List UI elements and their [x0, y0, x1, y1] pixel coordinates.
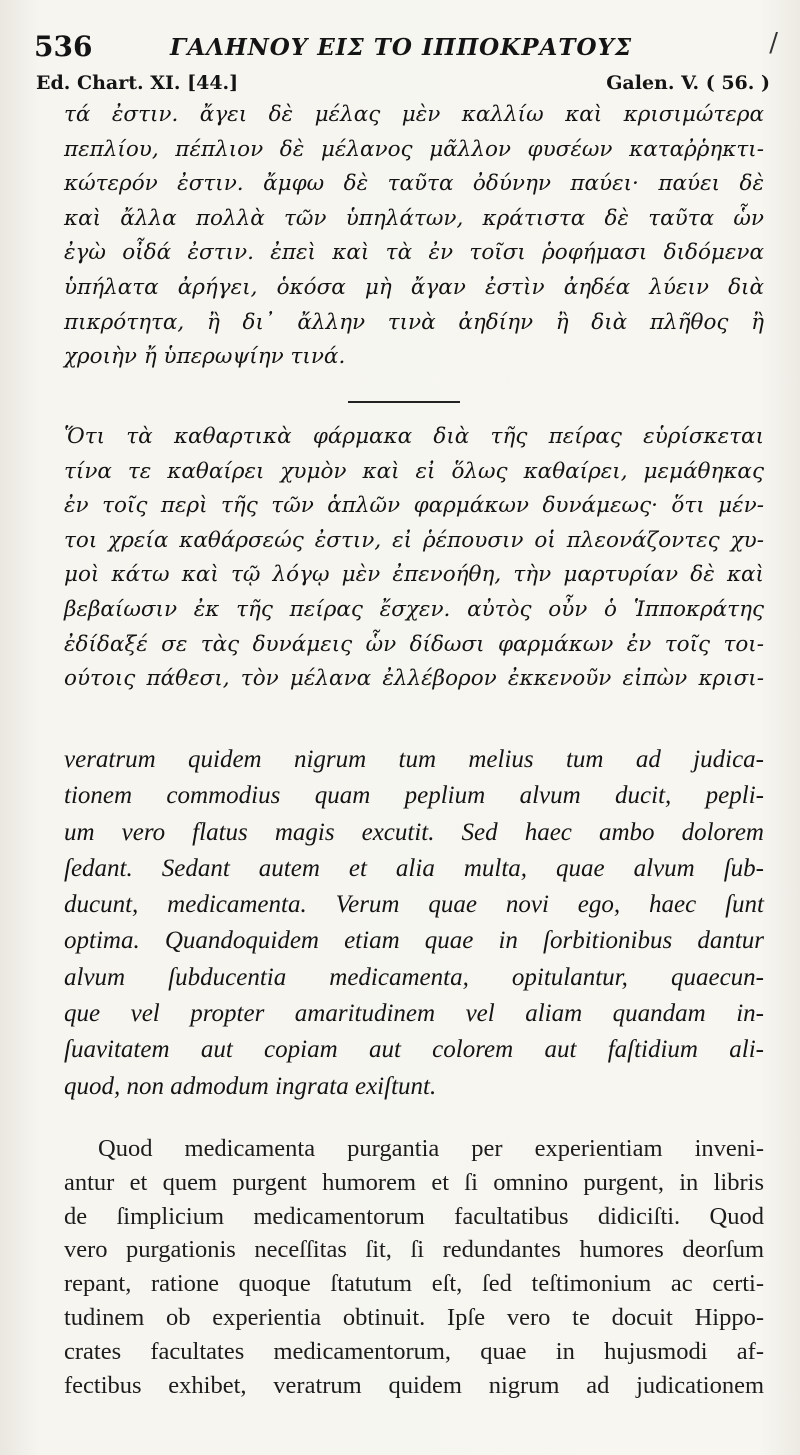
edition-line — [30, 72, 770, 98]
text-line: ἐν τοῖς περὶ τῆς τῶν ἁπλῶν φαρμάκων δυνάμεως· ὅτι μέν- — [64, 493, 764, 519]
text-line: alvum ſubducentia medicamenta, opitulantur, quaecun- — [64, 963, 764, 991]
text-line: κώτερόν ἐστιν. ἄμφω δὲ ταῦτα ὀδύνην παύει· παύει δὲ — [64, 171, 764, 197]
text-line: Ὅτι τὰ καθαρτικὰ φάρμακα διὰ τῆς πείρας εὑρίσκεται — [64, 424, 764, 449]
text-line: βεβαίωσιν ἐκ τῆς πείρας ἔσχεν. αὐτὸς οὖν ὁ Ἱπποκράτης — [64, 596, 764, 622]
edition-reference-galen: Galen. V. ( 56. ) — [606, 72, 770, 94]
page-number: 536 — [34, 30, 93, 63]
text-line: Quod medicamenta purgantia per experientiam inveni- — [98, 1135, 764, 1162]
section-divider — [348, 401, 460, 403]
text-line: ὑπήλατα ἀρήγει, ὁκόσα μὴ ἄγαν ἐστὶν ἀηδέα λύειν διὰ — [64, 274, 764, 300]
edition-reference-chartier: Ed. Chart. XI. [44.] — [36, 72, 239, 94]
edge-mark: / — [769, 28, 778, 58]
text-line: τά ἐστιν. ἄγει δὲ μέλας μὲν καλλίω καὶ κρισιμώτερα — [64, 102, 764, 127]
text-line: μοὶ κάτω καὶ τῷ λόγῳ μὲν ἐπενοήθη, τὴν μαρτυρίαν δὲ καὶ — [64, 562, 764, 588]
text-line: τίνα τε καθαίρει χυμὸν καὶ εἰ ὅλως καθαίρει, μεμάθηκας — [64, 458, 764, 484]
text-line: tionem commodius quam peplium alvum ducit, pepli- — [64, 782, 764, 810]
text-line: ἐγὼ οἶδά ἐστιν. ἐπεὶ καὶ τὰ ἐν τοῖσι ῥοφήμασι διδόμενα — [64, 240, 764, 266]
text-line: καὶ ἄλλα πολλὰ τῶν ὑπηλάτων, κράτιστα δὲ ταῦτα ὧν — [64, 205, 764, 231]
text-line: ἐδίδαξέ σε τὰς δυνάμεις ὧν δίδωσι φαρμάκων ἐν τοῖς τοι- — [64, 631, 764, 657]
text-line: quod, non admodum ingrata exiſtunt. — [64, 1072, 437, 1100]
latin-translation-1 — [64, 742, 764, 1105]
text-line: vero purgationis neceſſitas ſit, ſi redundantes humores deorſum — [64, 1236, 764, 1264]
text-line: veratrum quidem nigrum tum melius tum ad judica- — [64, 746, 764, 773]
text-line: πικρότητα, ἢ δι᾽ ἄλλην τινὰ ἀηδίην ἢ διὰ πλῆθος ἢ — [64, 309, 764, 335]
latin-paragraph-2 — [64, 1132, 764, 1402]
text-line: crates facultates medicamentorum, quae in hujusmodi af- — [64, 1337, 764, 1365]
text-line: um vero flatus magis excutit. Sed haec ambo dolorem — [64, 818, 764, 846]
text-line: repant, ratione quoque ſtatutum eſt, ſed teſtimonium ac certi- — [64, 1270, 764, 1298]
text-line: fectibus exhibet, veratrum quidem nigrum ad judicationem — [64, 1371, 764, 1399]
text-line: τοι χρεία καθάρσεώς ἐστιν, εἰ ῥέπουσιν οἱ πλεονάζοντες χυ- — [64, 527, 764, 553]
text-line: antur et quem purgent humorem et ſi omnino purgent, in libris — [64, 1168, 764, 1196]
text-line: optima. Quandoquidem etiam quae in ſorbitionibus dantur — [64, 927, 764, 955]
text-line: χροιὴν ἤ ὑπερωψίην τινά. — [64, 344, 346, 370]
text-line: ſedant. Sedant autem et alia multa, quae alvum ſub- — [64, 854, 764, 882]
text-line: ducunt, medicamenta. Verum quae novi ego, haec ſunt — [64, 891, 764, 919]
text-line: ſuavitatem aut copiam aut colorem aut faſtidium ali- — [64, 1036, 764, 1064]
greek-paragraph-1 — [64, 98, 764, 375]
text-line: tudinem ob experientia obtinuit. Ipſe vero te docuit Hippo- — [64, 1303, 764, 1331]
text-line: ούτοις πάθεσι, τὸν μέλανα ἐλλέβορον ἐκκενοῦν εἰπὼν κρισι- — [64, 666, 764, 692]
running-title: ΓΑΛΗΝΟΥ ΕΙΣ ΤΟ ΙΠΠΟΚΡΑΤΟΥΣ — [170, 34, 633, 61]
page-header — [30, 26, 778, 66]
text-line: πεπλίου, πέπλιον δὲ μέλανος μᾶλλον φυσέων καταῤῥηκτι- — [64, 136, 764, 162]
text-line: que vel propter amaritudinem vel aliam quandam in- — [64, 1000, 764, 1028]
greek-paragraph-2 — [64, 420, 764, 697]
text-line: de ſimplicium medicamentorum facultatibus didiciſti. Quod — [64, 1202, 764, 1230]
